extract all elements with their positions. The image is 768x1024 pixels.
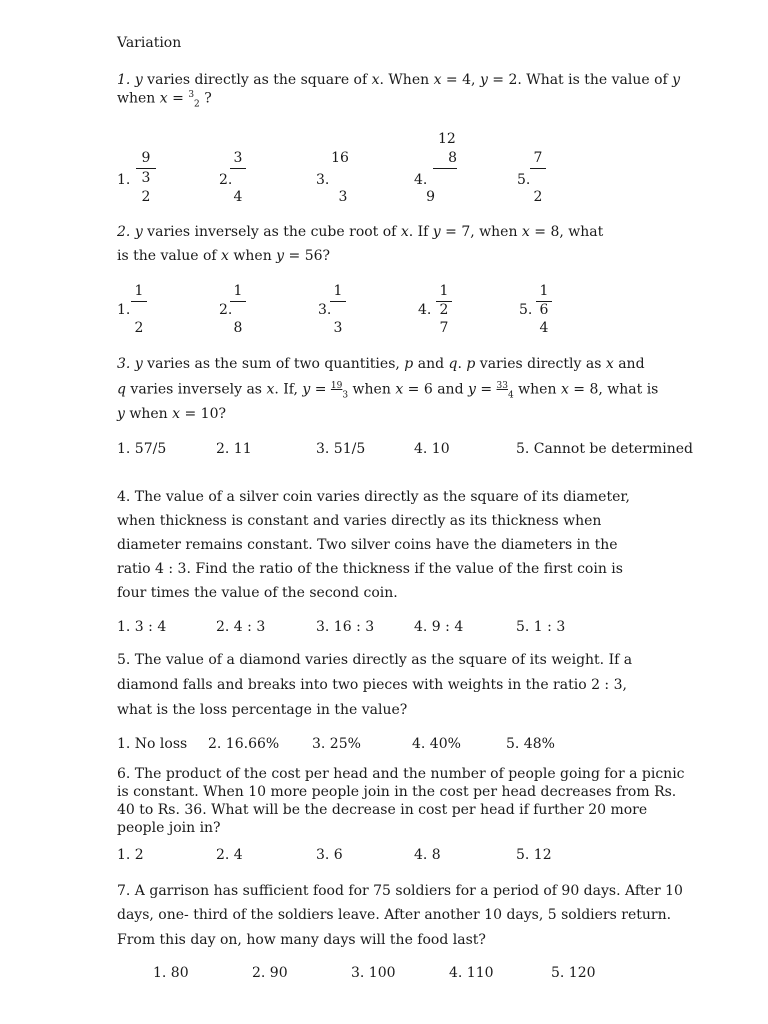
q5-option-4[interactable]: 4. 40% — [412, 736, 461, 752]
q2-option-3-den: 3 — [333, 320, 343, 336]
q1-option-4-top: 12 — [438, 131, 456, 147]
q2-option-1-den: 2 — [134, 320, 144, 336]
q5-option-1[interactable]: 1. No loss — [117, 736, 188, 752]
q1-option-4-num: 8 — [433, 151, 457, 169]
question-4-line-1: 4. The value of a silver coin varies directly as the square of its diameter, — [117, 489, 630, 505]
q1-option-2-den: 4 — [233, 189, 243, 205]
q2-option-5-mid: 6 — [539, 302, 549, 318]
q3-option-2[interactable]: 2. 11 — [216, 441, 252, 457]
q2-option-4-num: 1 — [436, 284, 452, 302]
q6-option-4[interactable]: 4. 8 — [414, 847, 441, 863]
q1-option-3-num: 16 — [331, 150, 349, 166]
q1-option-4-label[interactable]: 4. — [414, 172, 428, 188]
q2-option-5-num: 1 — [536, 284, 552, 302]
question-4-line-5: four times the value of the second coin. — [117, 585, 398, 601]
q7-option-4[interactable]: 4. 110 — [449, 965, 494, 981]
question-6-line-1: 6. The product of the cost per head and the number of people going for a picnic — [117, 766, 685, 782]
q2-option-2-den: 8 — [233, 320, 243, 336]
q4-option-1[interactable]: 1. 3 : 4 — [117, 619, 167, 635]
q1-option-1-label[interactable]: 1. — [117, 172, 131, 188]
q1-option-3-den: 3 — [338, 189, 348, 205]
q2-number: 2. — [117, 224, 131, 240]
q7-option-2[interactable]: 2. 90 — [252, 965, 288, 981]
q7-option-5[interactable]: 5. 120 — [551, 965, 596, 981]
q3-number: 3. — [117, 356, 131, 372]
question-6-line-2: is constant. When 10 more people join in the cost per head decreases from Rs. — [117, 784, 677, 800]
page-title: Variation — [117, 35, 182, 51]
q6-option-2[interactable]: 2. 4 — [216, 847, 243, 863]
q1-option-1-den: 2 — [141, 189, 151, 205]
q2-option-5-label[interactable]: 5. — [519, 302, 533, 318]
q5-option-5[interactable]: 5. 48% — [506, 736, 555, 752]
q2-option-1-label[interactable]: 1. — [117, 302, 131, 318]
q6-option-5[interactable]: 5. 12 — [516, 847, 552, 863]
q2-option-5-den: 4 — [539, 320, 549, 336]
question-7-line-3: From this day on, how many days will the food last? — [117, 932, 486, 948]
q7-option-3[interactable]: 3. 100 — [351, 965, 396, 981]
question-6-line-4: people join in? — [117, 820, 221, 836]
q2-option-3-label[interactable]: 3. — [318, 302, 332, 318]
q6-option-3[interactable]: 3. 6 — [316, 847, 343, 863]
q2-option-2-num: 1 — [230, 284, 246, 302]
q2-option-4-mid: 2 — [439, 302, 449, 318]
q1-option-2-num: 3 — [230, 151, 246, 169]
q4-option-2[interactable]: 2. 4 : 3 — [216, 619, 266, 635]
question-5-line-2: diamond falls and breaks into two pieces with weights in the ratio 2 : 3, — [117, 677, 627, 693]
q1-option-5-num: 7 — [530, 151, 546, 169]
q2-option-3-num: 1 — [330, 284, 346, 302]
question-4-line-3: diameter remains constant. Two silver coins have the diameters in the — [117, 537, 618, 553]
question-7-line-2: days, one- third of the soldiers leave. After another 10 days, 5 soldiers return. — [117, 907, 672, 923]
q2-option-4-label[interactable]: 4. — [418, 302, 432, 318]
q1-option-1-num: 9 — [136, 151, 156, 169]
question-1-line-2: when x = $^3_2$ ? — [117, 90, 212, 110]
q2-option-2-label[interactable]: 2. — [219, 302, 233, 318]
question-2-line-2: is the value of x when y = 56? — [117, 248, 331, 264]
q4-option-4[interactable]: 4. 9 : 4 — [414, 619, 464, 635]
question-1-line-1: 1. y varies directly as the square of x. When x = 4, y = 2. What is the value of y — [117, 72, 681, 88]
q1-option-3-label[interactable]: 3. — [316, 172, 330, 188]
q2-option-4-den: 7 — [439, 320, 449, 336]
q4-option-3[interactable]: 3. 16 : 3 — [316, 619, 375, 635]
q5-option-2[interactable]: 2. 16.66% — [208, 736, 280, 752]
q1-option-1-mid: 3 — [141, 170, 151, 186]
question-5-line-3: what is the loss percentage in the value? — [117, 702, 408, 718]
q4-option-5[interactable]: 5. 1 : 3 — [516, 619, 566, 635]
question-3-line-1: 3. y varies as the sum of two quantities, p and q. p varies directly as x and — [117, 356, 645, 372]
question-4-line-2: when thickness is constant and varies directly as its thickness when — [117, 513, 602, 529]
q1-option-2-label[interactable]: 2. — [219, 172, 233, 188]
q2-option-1-num: 1 — [131, 284, 147, 302]
question-3-line-2: q varies inversely as x. If, y = $^{19}_3$ when x = 6 and y = $^{33}_4$ when x = 8, what is — [117, 381, 659, 401]
q1-option-5-label[interactable]: 5. — [517, 172, 531, 188]
q7-option-1[interactable]: 1. 80 — [153, 965, 189, 981]
q3-option-1[interactable]: 1. 57/5 — [117, 441, 167, 457]
q1-option-4-den: 9 — [426, 189, 435, 205]
question-7-line-1: 7. A garrison has sufficient food for 75 soldiers for a period of 90 days. After 10 — [117, 883, 683, 899]
question-4-line-4: ratio 4 : 3. Find the ratio of the thickness if the value of the first coin is — [117, 561, 623, 577]
q5-option-3[interactable]: 3. 25% — [312, 736, 361, 752]
question-5-line-1: 5. The value of a diamond varies directly as the square of its weight. If a — [117, 652, 633, 668]
q3-option-4[interactable]: 4. 10 — [414, 441, 450, 457]
question-2-line-1: 2. y varies inversely as the cube root of x. If y = 7, when x = 8, what — [117, 224, 604, 240]
q1-option-5-den: 2 — [533, 189, 543, 205]
q1-number: 1. — [117, 72, 131, 88]
q6-option-1[interactable]: 1. 2 — [117, 847, 144, 863]
question-6-line-3: 40 to Rs. 36. What will be the decrease in cost per head if further 20 more — [117, 802, 648, 818]
q3-option-5[interactable]: 5. Cannot be determined — [516, 441, 693, 457]
question-3-line-3: y when x = 10? — [117, 406, 226, 422]
q3-option-3[interactable]: 3. 51/5 — [316, 441, 366, 457]
